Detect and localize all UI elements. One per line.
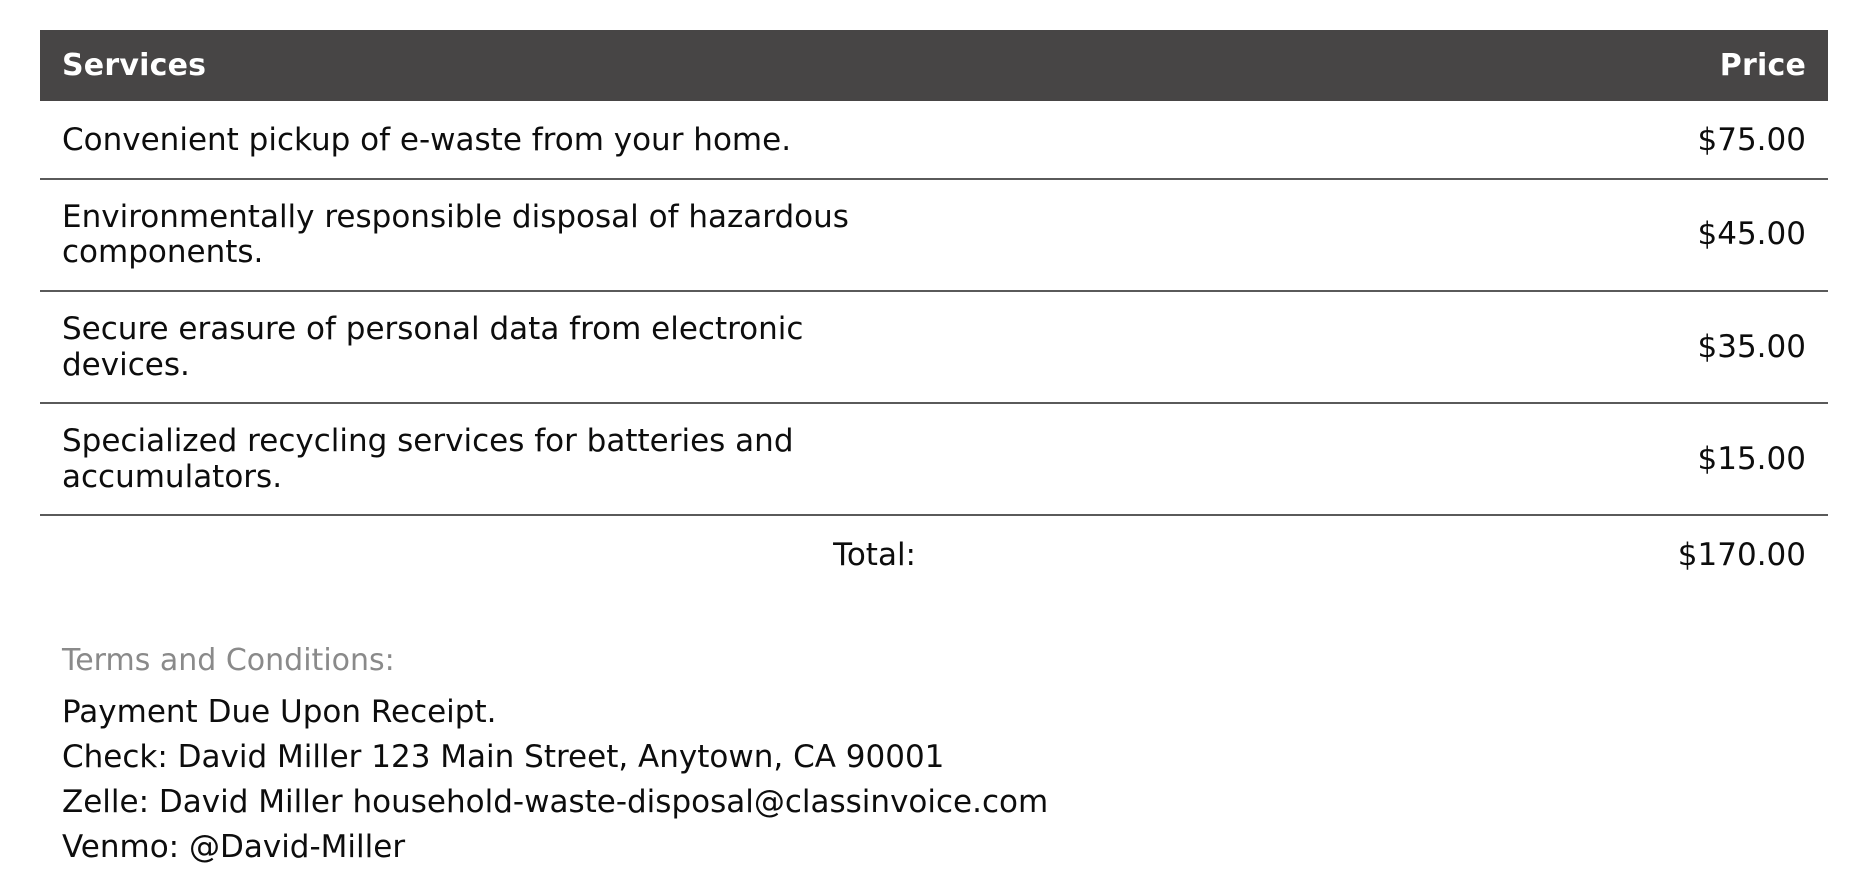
table-header [40,30,1828,101]
service-price: $45.00 [934,179,1828,291]
table-row [40,101,1828,179]
total-value: $170.00 [1677,537,1806,574]
table-body [40,101,1828,593]
terms-line-zelle: Zelle: David Miller household-waste-disposal@classinvoice.com [62,784,1049,820]
table-header-row [40,30,1828,101]
column-header-price: Price [934,30,1828,101]
total-label: Total: [833,537,916,574]
services-price-table [40,30,1828,593]
service-description: Convenient pickup of e-waste from your home. [40,101,934,179]
terms-and-conditions-section [40,643,1828,870]
column-header-services: Services [40,30,934,101]
service-price: $75.00 [934,101,1828,179]
terms-line-check: Check: David Miller 123 Main Street, Anytown, CA 90001 [62,739,945,776]
terms-line-payment: Payment Due Upon Receipt. [62,694,497,731]
terms-line-venmo: Venmo: @David-Miller [62,828,406,865]
service-description: Environmentally responsible disposal of hazardous components. [40,179,934,291]
service-price: $35.00 [934,291,1828,403]
service-description: Specialized recycling services for batteries and accumulators. [40,403,934,515]
table-row [40,403,1828,515]
table-row [40,291,1828,403]
table-row [40,179,1828,291]
service-price: $15.00 [934,403,1828,515]
total-row [40,515,1828,593]
terms-title: Terms and Conditions: [62,643,395,679]
service-description: Secure erasure of personal data from electronic devices. [40,291,934,403]
